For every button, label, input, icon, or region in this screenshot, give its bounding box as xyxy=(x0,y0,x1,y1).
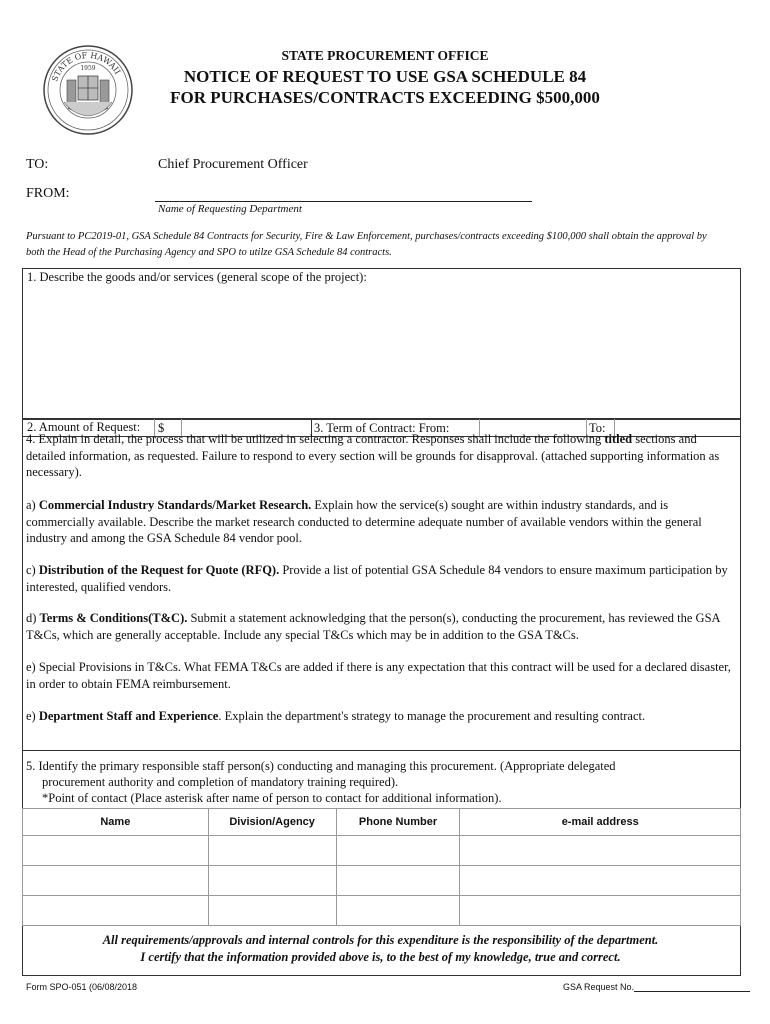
staff-table xyxy=(22,808,741,926)
from-department-field[interactable] xyxy=(155,201,532,202)
from-caption: Name of Requesting Department xyxy=(158,203,302,215)
goods-services-description-field[interactable] xyxy=(22,268,741,420)
currency-symbol: $ xyxy=(158,421,165,435)
column-header: e-mail address xyxy=(460,809,741,836)
form-title-line2: FOR PURCHASES/CONTRACTS EXCEEDING $500,000 xyxy=(170,88,600,107)
question-1-label: 1. Describe the goods and/or services (general scope of the project): xyxy=(27,270,367,284)
question-4-intro: 4. Explain in detail, the process that will be utilized in selecting a contractor. Responses shall include the following titled sections and detailed information, as requested. Failure to respond to every section will be grounds for disapproval. (attached supporting information as necessary). xyxy=(26,432,720,479)
phone-cell[interactable] xyxy=(336,836,460,866)
staff-table-header xyxy=(23,809,741,836)
pursuant-note: Pursuant to PC2019-01, GSA Schedule 84 Contracts for Security, Fire & Law Enforcement, purchases/contracts exceeding $100,000 shall obtain the approval by both the Head of the Purchasing Agency and SPO to utilze GSA Schedule 84 contracts. xyxy=(26,231,707,258)
phone-cell[interactable] xyxy=(336,896,460,926)
question-5-line3: *Point of contact (Place asterisk after name of person to contact for additional information). xyxy=(42,791,502,805)
certification-statement xyxy=(22,932,739,966)
form-id: Form SPO-051 (06/08/2018 xyxy=(26,982,138,992)
to-value: Chief Procurement Officer xyxy=(158,157,308,172)
office-name: STATE PROCUREMENT OFFICE xyxy=(281,48,489,63)
to-label: TO: xyxy=(26,157,49,172)
section-a-text: a) Commercial Industry Standards/Market Research. Explain how the service(s) sought are within industry standards, and is commercially available. Describe the market research conducted to determine adequate number of available vendors within the general industry and among the GSA Schedule 84 vendor pool. xyxy=(26,498,702,545)
certification-line1: All requirements/approvals and internal controls for this expenditure is the responsibility of the department. xyxy=(102,933,659,947)
amount-label: 2. Amount of Request: xyxy=(27,420,141,434)
from-label: FROM: xyxy=(26,186,70,201)
division-cell[interactable] xyxy=(208,866,336,896)
table-row xyxy=(23,896,741,926)
table-row xyxy=(23,866,741,896)
name-cell[interactable] xyxy=(23,866,209,896)
svg-text:1959: 1959 xyxy=(80,65,96,72)
svg-text:STATE OF HAWAII: STATE OF HAWAII xyxy=(50,50,123,83)
section-d-text: d) Terms & Conditions(T&C). Submit a statement acknowledging that the person(s), conducting the procurement, has reviewed the GSA T&Cs, which are generally acceptable. Include any special T&Cs which may be in addition to the GSA T&Cs. xyxy=(26,611,720,642)
term-label: 3. Term of Contract: From: xyxy=(314,421,450,435)
form-title xyxy=(160,66,610,108)
email-cell[interactable] xyxy=(460,836,741,866)
table-row xyxy=(23,836,741,866)
email-cell[interactable] xyxy=(460,866,741,896)
email-cell[interactable] xyxy=(460,896,741,926)
section-e1-text: e) Special Provisions in T&Cs. What FEMA T&Cs are added if there is any expectation that this contract will be used for a declared disaster, in order to obtain FEMA reimbursement. xyxy=(26,660,731,691)
name-cell[interactable] xyxy=(23,836,209,866)
certification-line2: I certify that the information provided above is, to the best of my knowledge, true and correct. xyxy=(140,950,621,964)
division-cell[interactable] xyxy=(208,896,336,926)
phone-cell[interactable] xyxy=(336,866,460,896)
gsa-request-number xyxy=(563,982,750,992)
column-header: Division/Agency xyxy=(208,809,336,836)
name-cell[interactable] xyxy=(23,896,209,926)
question-5-line1: 5. Identify the primary responsible staff person(s) conducting and managing this procurement. (Appropriate delegated xyxy=(26,759,616,773)
section-c-text: c) Distribution of the Request for Quote (RFQ). Provide a list of potential GSA Schedule 84 vendors to ensure maximum participation by interested, qualified vendors. xyxy=(26,563,728,594)
division-cell[interactable] xyxy=(208,836,336,866)
section-e2-text: e) Department Staff and Experience. Explain the department's strategy to manage the procurement and resulting contract. xyxy=(26,709,646,723)
term-to-label: To: xyxy=(589,421,606,435)
question-5-line2: procurement authority and completion of mandatory training required). xyxy=(42,775,399,789)
column-header: Phone Number xyxy=(336,809,460,836)
gsa-request-label: GSA Request No. xyxy=(563,982,635,992)
gsa-request-number-field[interactable] xyxy=(634,983,750,992)
column-header: Name xyxy=(23,809,209,836)
form-title-line1: NOTICE OF REQUEST TO USE GSA SCHEDULE 84 xyxy=(183,67,587,86)
